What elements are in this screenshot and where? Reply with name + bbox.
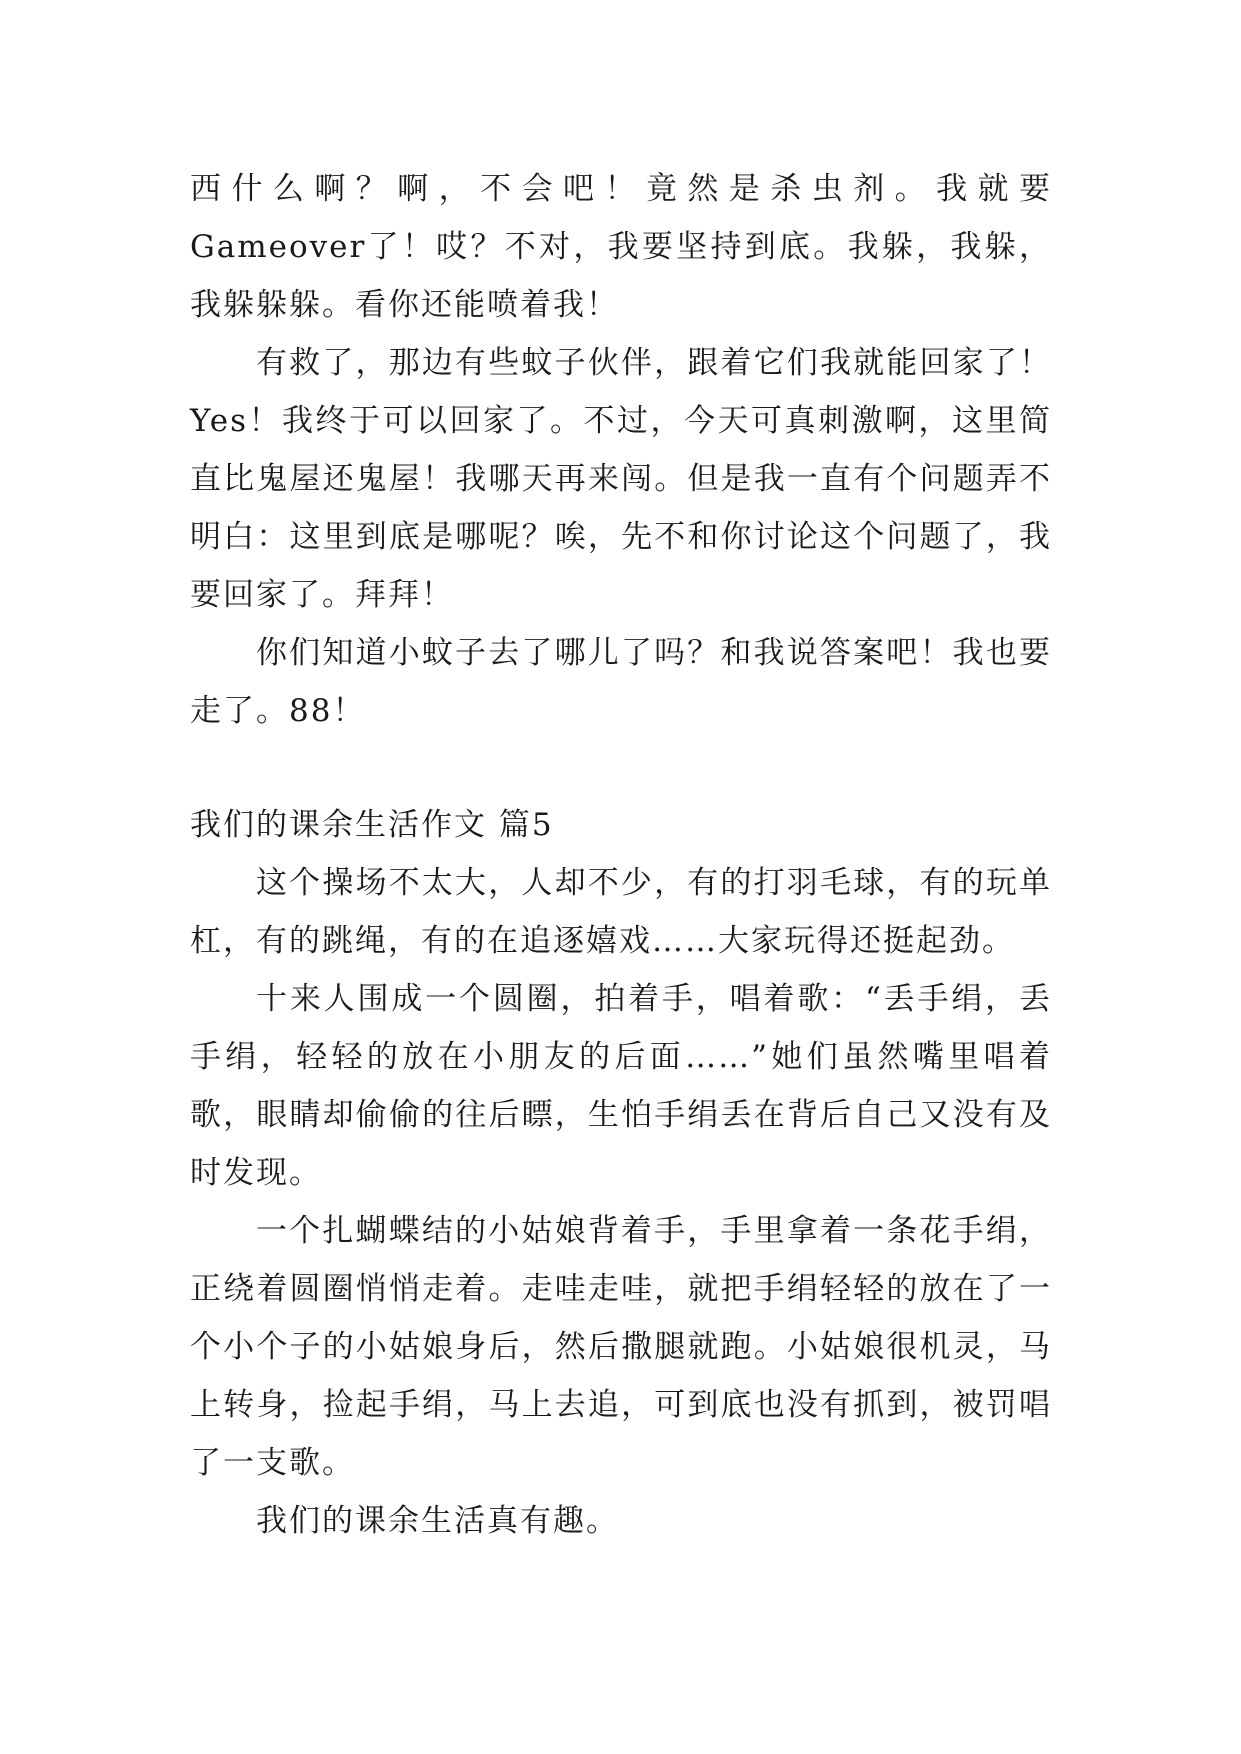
paragraph: 你们知道小蚊子去了哪儿了吗？和我说答案吧！我也要走了。88！: [190, 635, 1052, 729]
document-body: [190, 160, 1052, 1550]
section-heading: 我们的课余生活作文 篇5: [190, 807, 554, 843]
paragraph: 我们的课余生活真有趣。: [256, 1503, 619, 1539]
paragraph: 十来人围成一个圆圈，拍着手，唱着歌：“丢手绢，丢手绢，轻轻的放在小朋友的后面……”她们虽然嘴里唱着歌，眼睛却偷偷的往后瞟，生怕手绢丢在背后自己又没有及时发现。: [190, 981, 1052, 1191]
paragraph: 有救了，那边有些蚊子伙伴，跟着它们我就能回家了！Yes！我终于可以回家了。不过，今天可真刺激啊，这里简直比鬼屋还鬼屋！我哪天再来闯。但是我一直有个问题弄不明白：这里到底是哪呢？唉，先不和你讨论这个问题了，我要回家了。拜拜！: [190, 345, 1052, 613]
paragraph: 一个扎蝴蝶结的小姑娘背着手，手里拿着一条花手绢，正绕着圆圈悄悄走着。走哇走哇，就把手绢轻轻的放在了一个小个子的小姑娘身后，然后撒腿就跑。小姑娘很机灵，马上转身，捡起手绢，马上去追，可到底也没有抓到，被罚唱了一支歌。: [190, 1213, 1052, 1481]
paragraph: 这个操场不太大，人却不少，有的打羽毛球，有的玩单杠，有的跳绳，有的在追逐嬉戏……大家玩得还挺起劲。: [190, 865, 1052, 959]
paragraph-continued: 西什么啊？啊，不会吧！竟然是杀虫剂。我就要Gameover了！哎？不对，我要坚持到底。我躲，我躲，我躲躲躲。看你还能喷着我！: [190, 171, 1052, 323]
